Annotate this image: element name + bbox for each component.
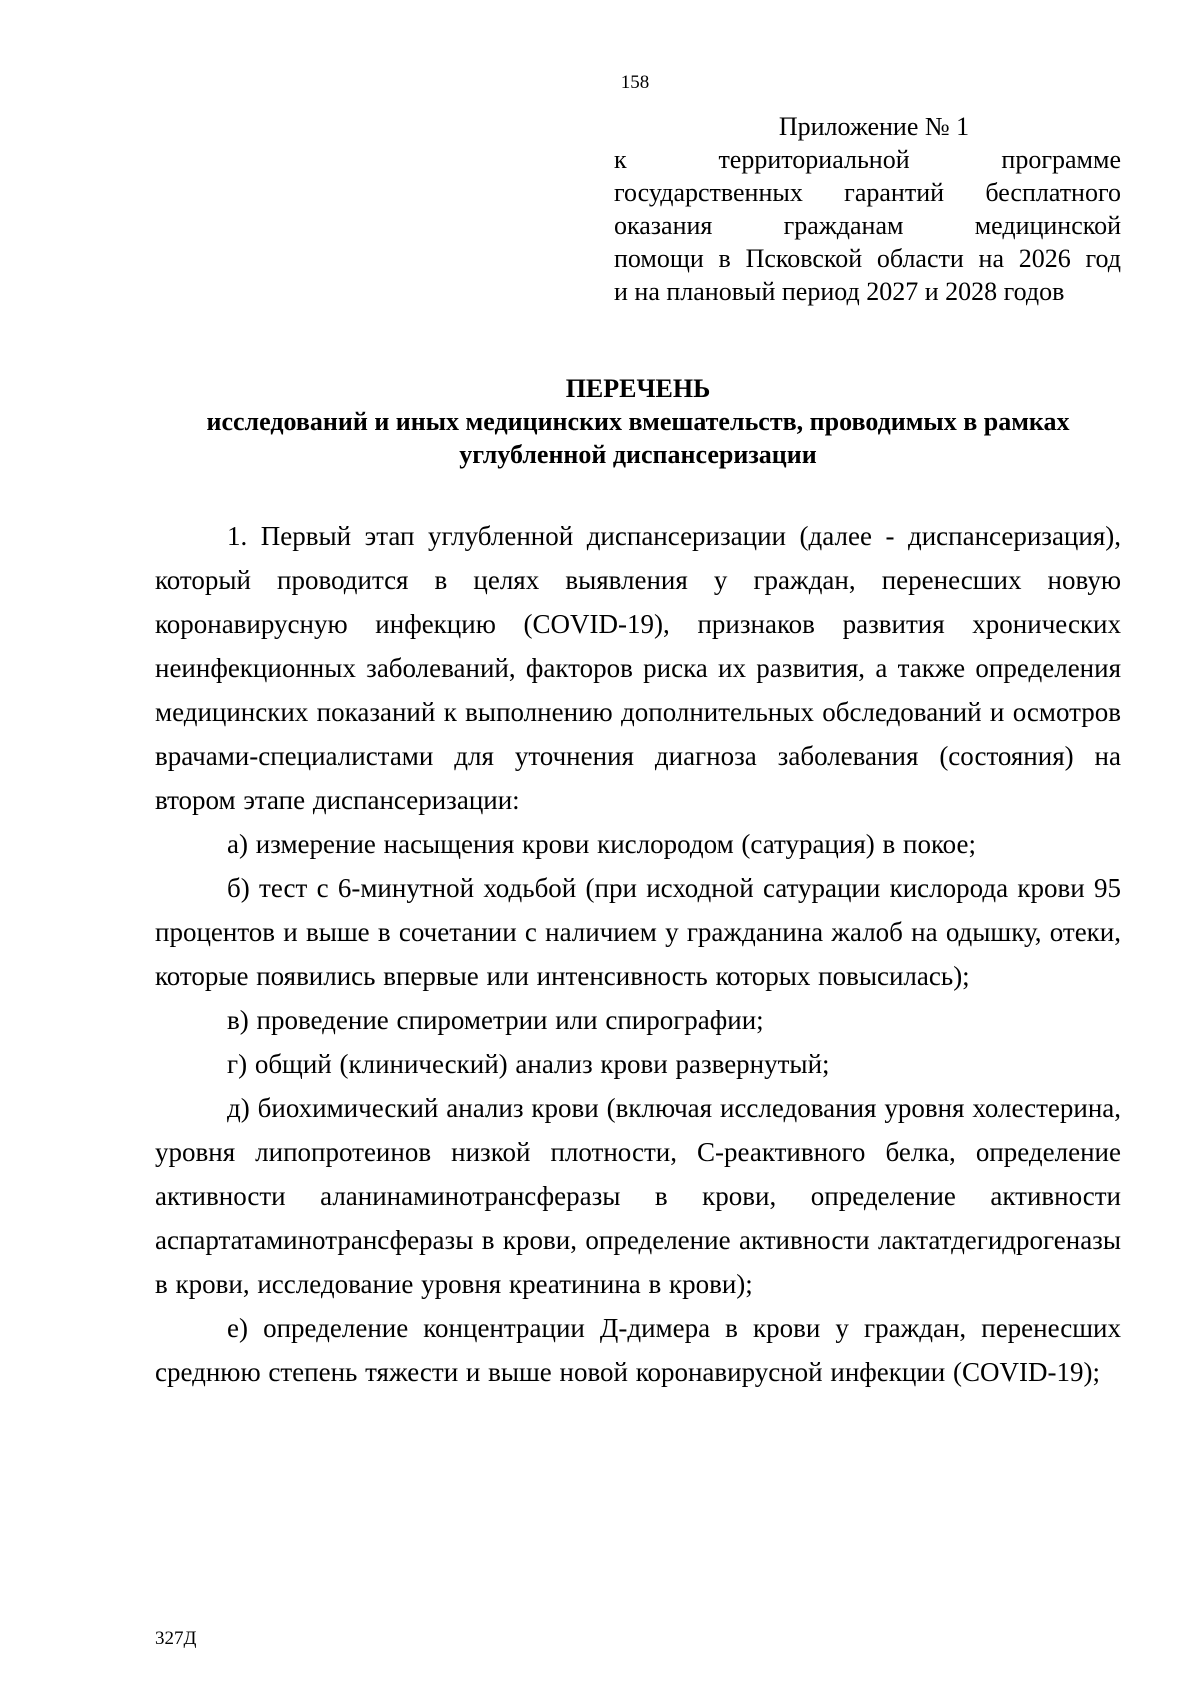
appendix-line: государственных гарантий бесплатного bbox=[614, 178, 1121, 207]
page-number: 158 bbox=[620, 72, 650, 93]
appendix-line: оказания гражданам медицинской bbox=[614, 211, 1121, 240]
document-body bbox=[155, 514, 1121, 1394]
appendix-line: и на плановый период 2027 и 2028 годов bbox=[614, 277, 1065, 306]
paragraph-stage-one: 1. Первый этап углубленной диспансеризации (далее - диспансеризация), который проводится в целях выявления у граждан, перенесших новую коронавирусную инфекцию (COVID-19), признаков развития хронических неинфекционных заболеваний, факторов риска их развития, а также определения медицинских показаний к выполнению дополнительных обследований и осмотров врачами-специалистами для уточнения диагноза заболевания (состояния) на втором этапе диспансеризации: bbox=[155, 521, 1121, 815]
list-item: е) определение концентрации Д-димера в крови у граждан, перенесших среднюю степень тяжести и выше новой коронавирусной инфекции (COVID-19); bbox=[155, 1313, 1121, 1387]
appendix-title: Приложение № 1 bbox=[778, 112, 970, 141]
appendix-line: к территориальной программе bbox=[614, 145, 1121, 174]
appendix-reference bbox=[614, 110, 1121, 308]
list-item: в) проведение спирометрии или спирографии; bbox=[227, 1005, 764, 1035]
heading-subtitle: исследований и иных медицинских вмешательств, проводимых в рамках углубленной диспансеризации bbox=[206, 407, 1070, 469]
document-heading bbox=[155, 372, 1121, 471]
list-item: д) биохимический анализ крови (включая исследования уровня холестерина, уровня липопротеинов низкой плотности, С-реактивного белка, определение активности аланинаминотрансферазы в крови, определение активности аспартатаминотрансферазы в крови, определение активности лактатдегидрогеназы в крови, исследование уровня креатинина в крови); bbox=[155, 1093, 1121, 1299]
list-item: г) общий (клинический) анализ крови развернутый; bbox=[227, 1049, 830, 1079]
document-code: 327Д bbox=[155, 1628, 197, 1649]
list-item: а) измерение насыщения крови кислородом (сатурация) в покое; bbox=[227, 829, 976, 859]
heading-title: ПЕРЕЧЕНЬ bbox=[565, 374, 711, 403]
list-item: б) тест с 6-минутной ходьбой (при исходной сатурации кислорода крови 95 процентов и выше в сочетании с наличием у гражданина жалоб на одышку, отеки, которые появились впервые или интенсивность которых повысилась); bbox=[155, 873, 1121, 991]
appendix-line: помощи в Псковской области на 2026 год bbox=[614, 244, 1121, 273]
